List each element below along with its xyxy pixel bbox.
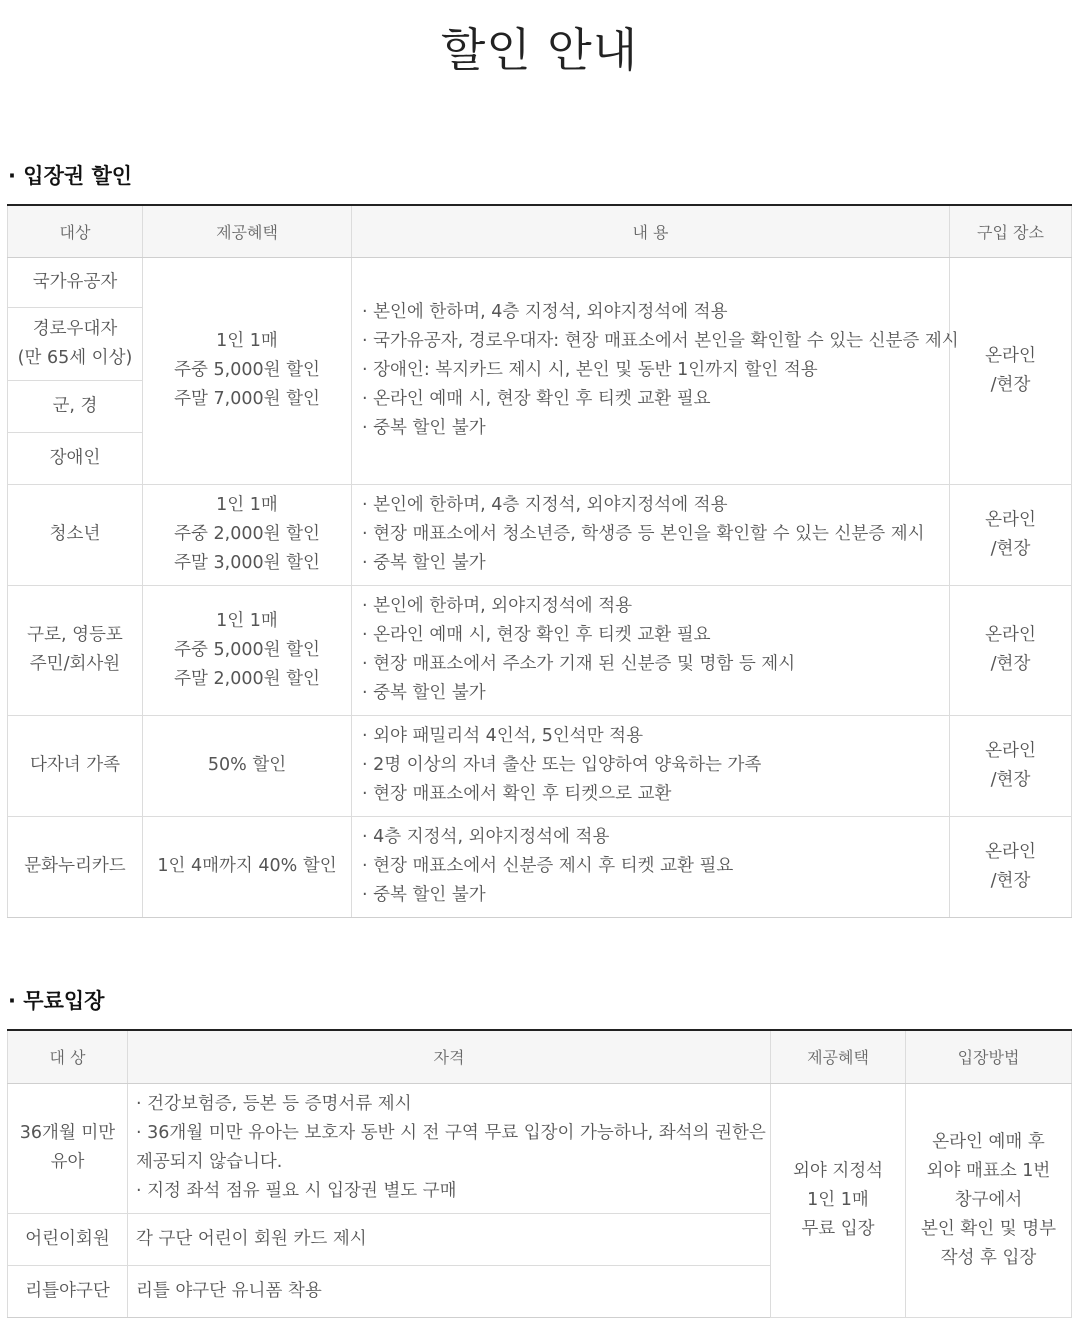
qualification-cell [128, 1083, 771, 1213]
qualification-cell: 리틀 야구단 유니폼 착용 [128, 1265, 771, 1317]
benefit-cell [143, 585, 352, 715]
header-benefit: 제공혜택 [771, 1030, 906, 1083]
target-cell [8, 585, 143, 715]
benefit-cell [771, 1083, 906, 1317]
text-line: · 현장 매표소에서 확인 후 티켓으로 교환 [362, 784, 672, 804]
text-line: · 국가유공자, 경로우대자: 현장 매표소에서 본인을 확인할 수 있는 신분증 제시 [362, 331, 959, 351]
place-cell [950, 257, 1072, 484]
header-benefit: 제공혜택 [143, 205, 352, 257]
text-line: · 현장 매표소에서 청소년증, 학생증 등 본인을 확인할 수 있는 신분증 제시 [362, 524, 925, 544]
text-line: · 현장 매표소에서 주소가 기재 된 신분증 및 명함 등 제시 [362, 654, 796, 674]
text-line: /현장 [990, 870, 1031, 891]
text-line: 온라인 예매 후 [932, 1131, 1045, 1152]
ticket-discount-table [7, 204, 1072, 918]
target-cell: 어린이회원 [8, 1213, 128, 1265]
header-place: 구입 장소 [950, 205, 1072, 257]
text-line: /현장 [990, 374, 1031, 395]
text-line: · 본인에 한하며, 4층 지정석, 외야지정석에 적용 [362, 302, 728, 322]
page-title: 할인 안내 [440, 23, 639, 77]
text-line: 유아 [50, 1152, 85, 1172]
place-cell [950, 484, 1072, 585]
target-cell: 리틀야구단 [8, 1265, 128, 1317]
header-method: 입장방법 [906, 1030, 1072, 1083]
text-line: 창구에서 [954, 1189, 1023, 1210]
header-target: 대상 [8, 205, 143, 257]
free-entry-table [7, 1029, 1072, 1318]
text-line: /현장 [990, 769, 1031, 790]
target-cell [8, 307, 143, 380]
text-line: 1인 1매 [216, 610, 278, 631]
text-line: 온라인 [985, 740, 1036, 761]
header-content: 내 용 [352, 205, 950, 257]
header-target: 대 상 [8, 1030, 128, 1083]
table-row [8, 484, 1072, 585]
text-line: 온라인 [985, 841, 1036, 862]
place-cell [950, 715, 1072, 816]
content-cell [352, 816, 950, 917]
text-line: · 중복 할인 불가 [362, 683, 486, 703]
text-line: · 2명 이상의 자녀 출산 또는 입양하여 양육하는 가족 [362, 755, 762, 775]
text-line: · 현장 매표소에서 신분증 제시 후 티켓 교환 필요 [362, 856, 734, 876]
text-line: (만 65세 이상) [17, 347, 133, 368]
content-cell [352, 484, 950, 585]
place-cell [950, 816, 1072, 917]
target-cell: 군, 경 [8, 380, 143, 432]
text-line: · 온라인 예매 시, 현장 확인 후 티켓 교환 필요 [362, 389, 711, 409]
benefit-cell: 50% 할인 [143, 715, 352, 816]
text-line: 작성 후 입장 [940, 1247, 1037, 1268]
text-line: 주말 3,000원 할인 [174, 553, 320, 573]
text-line: · 외야 패밀리석 4인석, 5인석만 적용 [362, 726, 643, 746]
text-line: 주중 5,000원 할인 [174, 639, 320, 660]
text-line: · 4층 지정석, 외야지정석에 적용 [362, 827, 610, 847]
text-line: 36개월 미만 [19, 1123, 116, 1143]
text-line: · 온라인 예매 시, 현장 확인 후 티켓 교환 필요 [362, 625, 711, 645]
text-line: 경로우대자 [32, 318, 118, 339]
text-line: 주말 7,000원 할인 [174, 389, 320, 409]
text-line: · 중복 할인 불가 [362, 418, 486, 438]
text-line: 제공되지 않습니다. [136, 1152, 283, 1172]
text-line: · 36개월 미만 유아는 보호자 동반 시 전 구역 무료 입장이 가능하나, 좌석의 권한은 [136, 1123, 766, 1143]
table-row [8, 1083, 1072, 1213]
qualification-cell: 각 구단 어린이 회원 카드 제시 [128, 1213, 771, 1265]
text-line: · 본인에 한하며, 외야지정석에 적용 [362, 596, 633, 616]
place-cell [950, 585, 1072, 715]
section-title-free-entry: · 무료입장 [8, 989, 105, 1013]
section-title-ticket-discount: · 입장권 할인 [8, 164, 133, 188]
text-line: 온라인 [985, 509, 1036, 530]
text-line: · 본인에 한하며, 4층 지정석, 외야지정석에 적용 [362, 495, 728, 515]
text-line: · 장애인: 복지카드 제시 시, 본인 및 동반 1인까지 할인 적용 [362, 360, 818, 380]
text-line: · 지정 좌석 점유 필요 시 입장권 별도 구매 [136, 1181, 457, 1201]
text-line: · 건강보험증, 등본 등 증명서류 제시 [136, 1094, 412, 1114]
text-line: · 중복 할인 불가 [362, 885, 486, 905]
text-line: /현장 [990, 538, 1031, 559]
method-cell [906, 1083, 1072, 1317]
content-cell [352, 715, 950, 816]
benefit-cell [143, 257, 352, 484]
text-line: 주말 2,000원 할인 [174, 668, 320, 689]
table-row [8, 715, 1072, 816]
benefit-cell [143, 484, 352, 585]
content-cell [352, 257, 959, 484]
target-cell: 문화누리카드 [8, 816, 143, 917]
target-cell: 장애인 [8, 432, 143, 484]
text-line: 주민/회사원 [29, 654, 121, 674]
target-cell: 다자녀 가족 [8, 715, 143, 816]
text-line: 1인 1매 [216, 331, 278, 351]
target-cell: 청소년 [8, 484, 143, 585]
benefit-cell: 1인 4매까지 40% 할인 [143, 816, 352, 917]
text-line: 온라인 [985, 345, 1036, 366]
text-line: 외야 지정석 [792, 1160, 884, 1181]
target-cell: 국가유공자 [8, 257, 143, 307]
text-line: 1인 1매 [807, 1189, 869, 1210]
target-cell [8, 1083, 128, 1213]
text-line: 주중 2,000원 할인 [174, 524, 320, 544]
text-line: 주중 5,000원 할인 [174, 360, 320, 380]
text-line: 구로, 영등포 [27, 625, 123, 645]
table-row [8, 816, 1072, 917]
text-line: 외야 매표소 1번 [926, 1160, 1051, 1181]
text-line: 온라인 [985, 625, 1036, 645]
text-line: · 중복 할인 불가 [362, 553, 486, 573]
text-line: 무료 입장 [801, 1218, 875, 1239]
content-cell [352, 585, 950, 715]
text-line: 1인 1매 [216, 495, 278, 515]
header-qualification: 자격 [128, 1030, 771, 1083]
text-line: /현장 [990, 654, 1031, 674]
text-line: 본인 확인 및 명부 [920, 1218, 1057, 1239]
table-row [8, 585, 1072, 715]
